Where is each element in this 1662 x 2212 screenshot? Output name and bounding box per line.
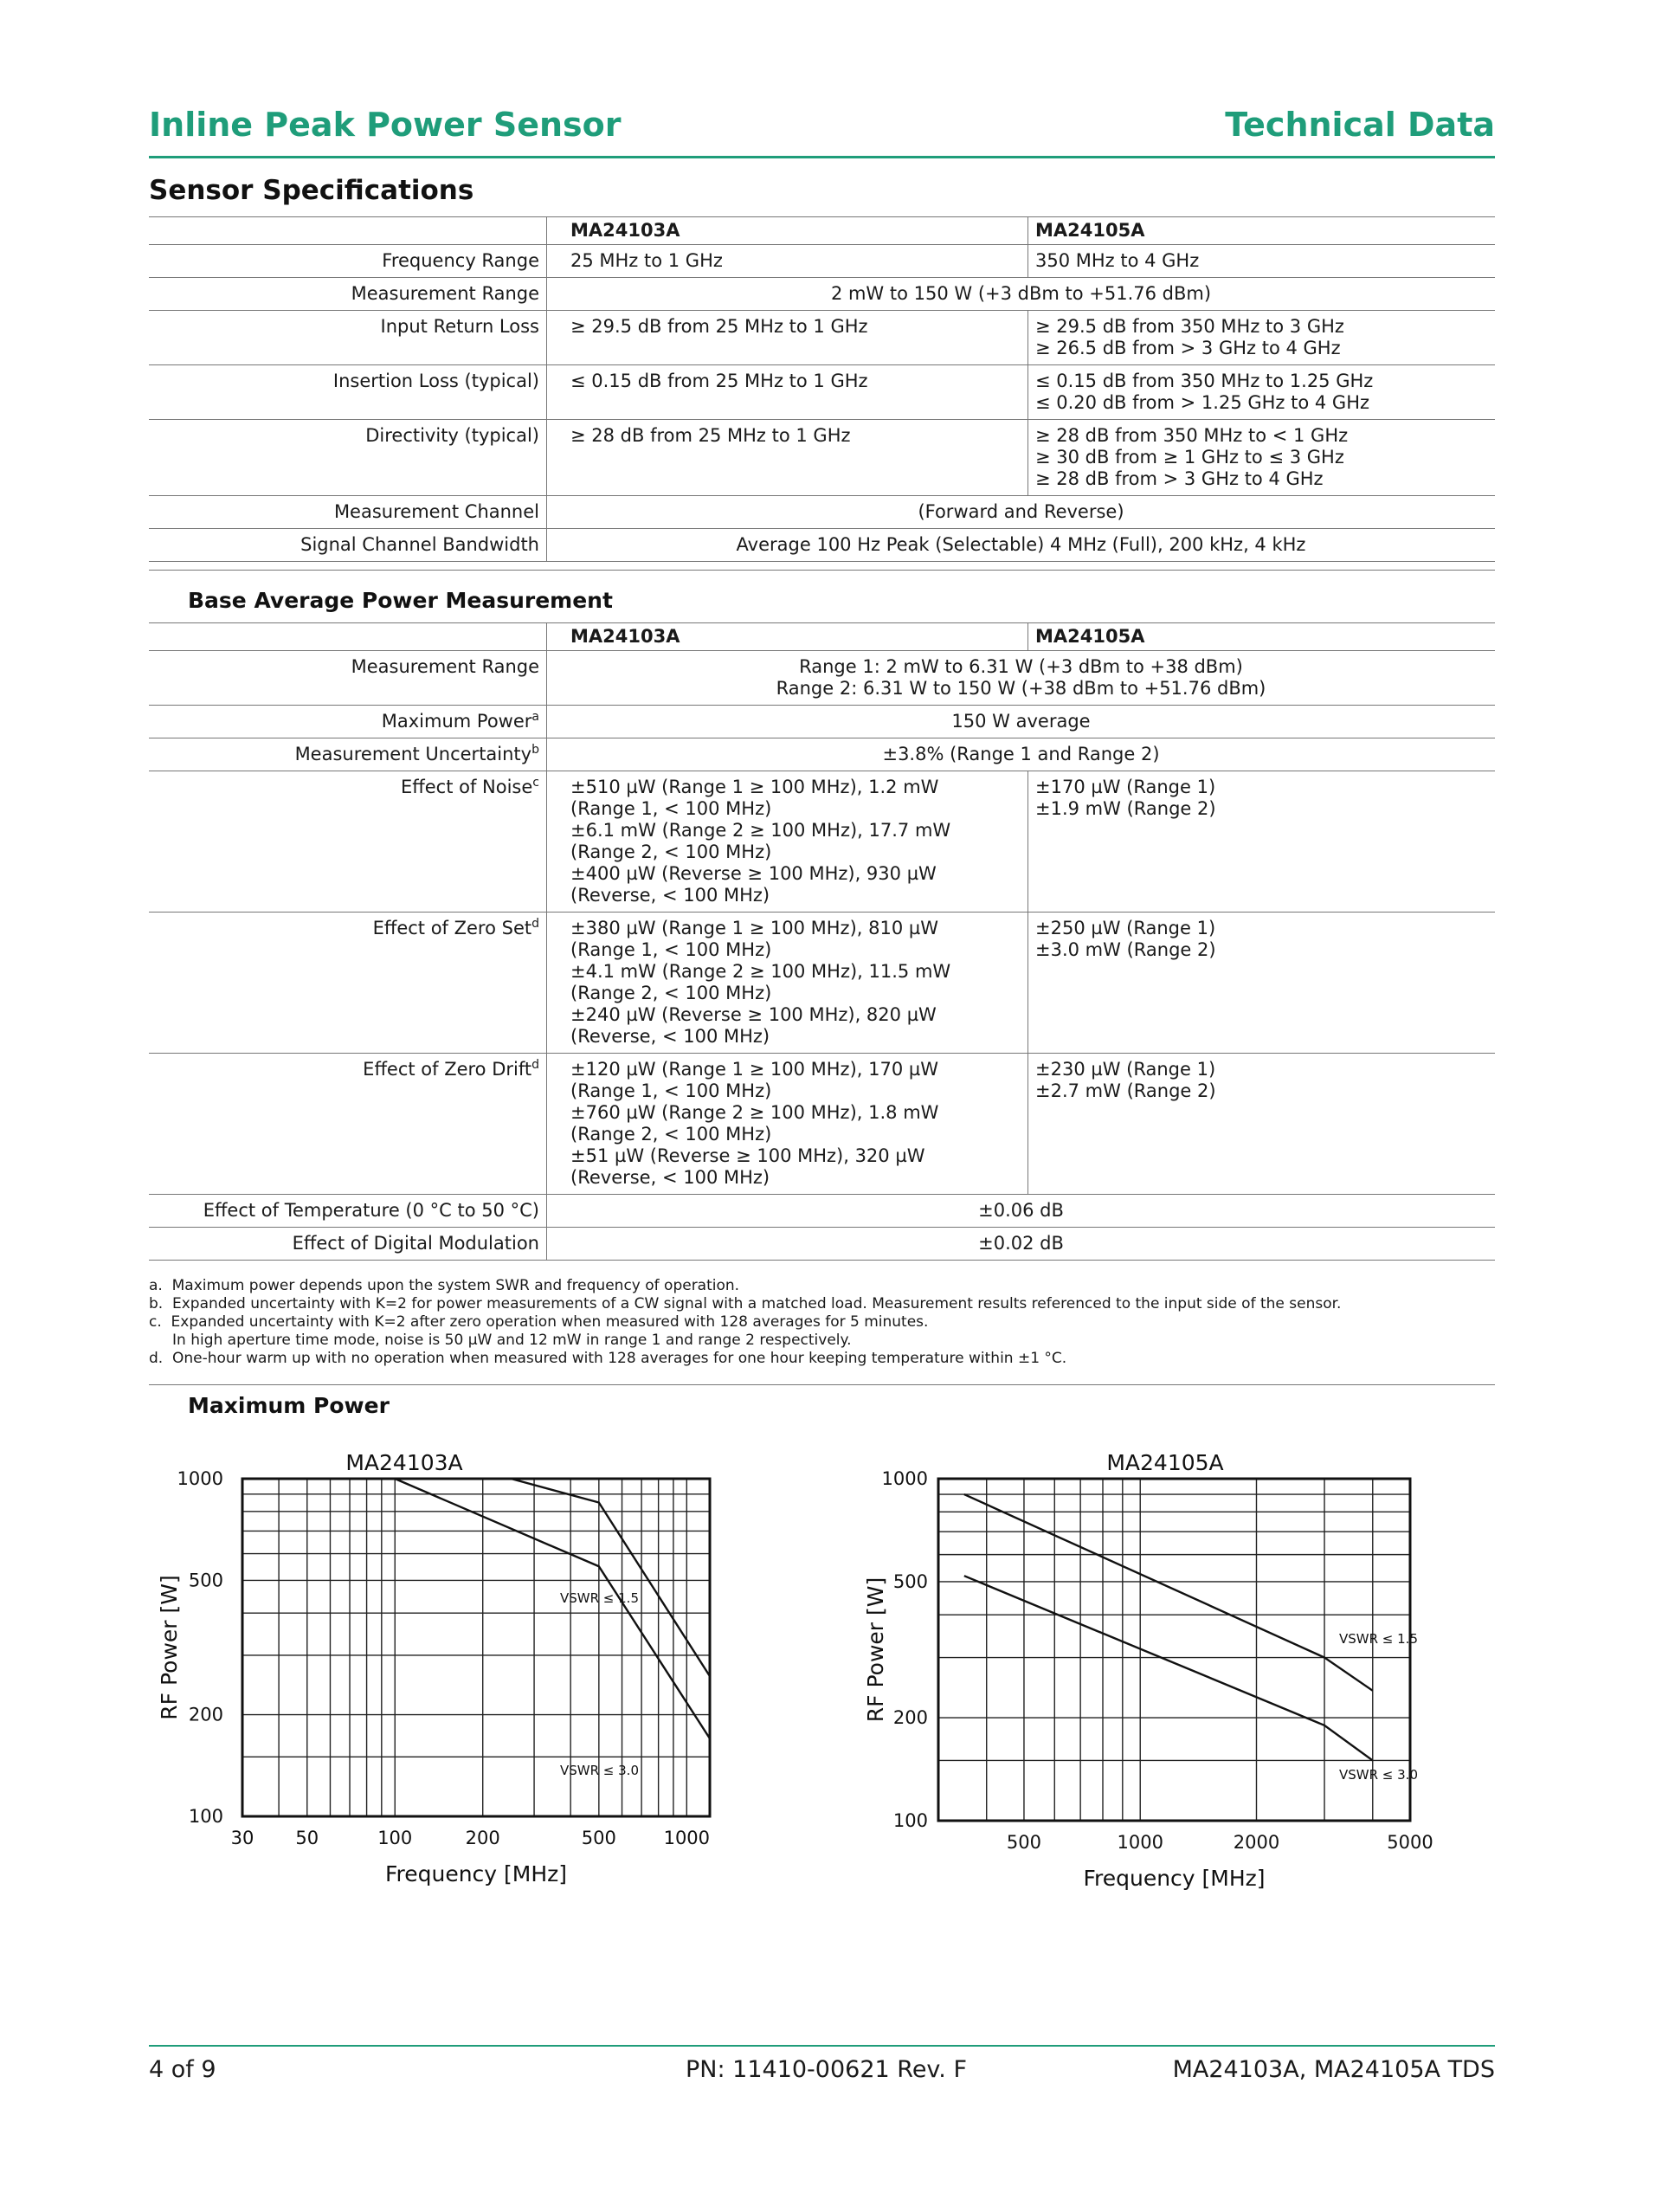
row-label: Measurement Range xyxy=(149,278,547,311)
row-label: Insertion Loss (typical) xyxy=(149,365,547,420)
row-value: ±0.02 dB xyxy=(547,1228,1496,1261)
table-row xyxy=(149,365,1495,420)
x-tick-label: 200 xyxy=(465,1828,500,1848)
x-tick-label: 50 xyxy=(295,1828,319,1848)
row-label: Measurement Range xyxy=(149,651,547,706)
footer-page-number: 4 of 9 xyxy=(149,2056,216,2083)
row-value: ±0.06 dB xyxy=(547,1195,1496,1228)
section-title-base-average: Base Average Power Measurement xyxy=(188,588,613,613)
x-tick-label: 1000 xyxy=(663,1828,711,1848)
series-line-vswr-1-5 xyxy=(511,1479,710,1676)
row-value-ma24103a: ±120 µW (Range 1 ≥ 100 MHz), 170 µW (Range 1, < 100 MHz) ±760 µW (Range 2 ≥ 100 MHz), 1.8 mW (Range 2, < 100 MHz) ±51 µW (Reverse ≥ 100 MHz), 320 µW (Reverse, < 100 MHz) xyxy=(547,1054,1028,1195)
row-value-ma24105a: ≤ 0.15 dB from 350 MHz to 1.25 GHz ≤ 0.20 dB from > 1.25 GHz to 4 GHz xyxy=(1028,365,1496,420)
y-axis-label: RF Power [W] xyxy=(157,1575,182,1720)
footnote-line: a. Maximum power depends upon the system SWR and frequency of operation. xyxy=(149,1277,740,1294)
row-value-ma24105a: ±170 µW (Range 1) ±1.9 mW (Range 2) xyxy=(1028,771,1496,913)
table-header-row xyxy=(149,623,1495,651)
footer-document-id: MA24103A, MA24105A TDS xyxy=(1172,2056,1495,2083)
x-tick-label: 500 xyxy=(1006,1832,1042,1853)
row-value: (Forward and Reverse) xyxy=(547,496,1496,529)
row-value: Average 100 Hz Peak (Selectable) 4 MHz (Full), 200 kHz, 4 kHz xyxy=(547,529,1496,562)
table-row xyxy=(149,651,1495,706)
y-tick-label: 200 xyxy=(892,1707,928,1729)
base-average-table xyxy=(149,622,1495,1261)
series-line-vswr-3-0 xyxy=(395,1479,710,1738)
series-label: VSWR ≤ 1.5 xyxy=(560,1590,639,1606)
table-row xyxy=(149,738,1495,771)
row-label: Maximum Power$^a$ xyxy=(149,706,547,738)
row-value-ma24103a: 25 MHz to 1 GHz xyxy=(547,245,1028,278)
footnote-ref: d xyxy=(531,917,539,931)
footnote-ref: b xyxy=(531,743,539,757)
footer-part-number: PN: 11410-00621 Rev. F xyxy=(686,2056,968,2083)
column-header-ma24103a: MA24103A xyxy=(547,623,1028,651)
x-tick-label: 5000 xyxy=(1387,1832,1433,1853)
series-label: VSWR ≤ 1.5 xyxy=(1339,1631,1418,1647)
row-value-ma24103a: ±510 µW (Range 1 ≥ 100 MHz), 1.2 mW (Range 1, < 100 MHz) ±6.1 mW (Range 2 ≥ 100 MHz), 17.7 mW (Range 2, < 100 MHz) ±400 µW (Reverse ≥ 100 MHz), 930 µW (Reverse, < 100 MHz) xyxy=(547,771,1028,913)
row-label: Directivity (typical) xyxy=(149,420,547,496)
row-value-ma24103a: ≥ 29.5 dB from 25 MHz to 1 GHz xyxy=(547,311,1028,365)
y-tick-label: 200 xyxy=(188,1704,223,1725)
row-label: Measurement Channel xyxy=(149,496,547,529)
row-value: 2 mW to 150 W (+3 dBm to +51.76 dBm) xyxy=(547,278,1496,311)
divider xyxy=(149,570,1495,571)
column-header-ma24103a: MA24103A xyxy=(547,217,1028,245)
footer-rule xyxy=(149,2045,1495,2047)
header-product-title: Inline Peak Power Sensor xyxy=(149,106,622,144)
series-line-vswr-3-0 xyxy=(964,1576,1373,1760)
table-row xyxy=(149,420,1495,496)
footnote-line: In high aperture time mode, noise is 50 µW and 12 mW in range 1 and range 2 respectively. xyxy=(149,1332,852,1349)
chart-ma24105a xyxy=(694,1435,1439,1894)
column-header-ma24105a: MA24105A xyxy=(1028,623,1496,651)
chart-ma24103a xyxy=(132,1435,738,1894)
y-tick-label: 100 xyxy=(892,1810,928,1831)
plot-frame xyxy=(242,1479,710,1816)
sensor-specs-table xyxy=(149,216,1495,562)
header-doc-type: Technical Data xyxy=(1225,106,1495,144)
row-value-ma24105a: 350 MHz to 4 GHz xyxy=(1028,245,1496,278)
series-label: VSWR ≤ 3.0 xyxy=(1339,1767,1418,1783)
section-title-sensor-specs: Sensor Specifications xyxy=(149,175,474,206)
table-row xyxy=(149,245,1495,278)
row-value: 150 W average xyxy=(547,706,1496,738)
chart-title: MA24103A xyxy=(345,1450,463,1475)
y-tick-label: 500 xyxy=(892,1570,928,1592)
row-value-ma24103a: ≥ 28 dB from 25 MHz to 1 GHz xyxy=(547,420,1028,496)
x-tick-label: 1000 xyxy=(1117,1832,1163,1853)
x-axis-label: Frequency [MHz] xyxy=(1083,1866,1266,1891)
row-label: Frequency Range xyxy=(149,245,547,278)
row-label: Effect of Zero Set$^d$ xyxy=(149,913,547,1054)
column-header-ma24105a: MA24105A xyxy=(1028,217,1496,245)
row-label: Measurement Uncertainty$^b$ xyxy=(149,738,547,771)
footnote-ref: c xyxy=(532,776,539,790)
table-header-row xyxy=(149,217,1495,245)
y-tick-label: 1000 xyxy=(177,1468,223,1489)
row-label: Effect of Digital Modulation xyxy=(149,1228,547,1261)
table-row xyxy=(149,278,1495,311)
footnote-line: d. One-hour warm up with no operation when measured with 128 averages for one hour keeping temperature within ±1 °C. xyxy=(149,1350,1067,1367)
x-tick-label: 100 xyxy=(377,1828,413,1848)
footnote-ref: d xyxy=(531,1058,539,1072)
table-row xyxy=(149,311,1495,365)
x-tick-label: 30 xyxy=(230,1828,254,1848)
chart-title: MA24105A xyxy=(1106,1450,1224,1475)
header-empty-cell xyxy=(149,217,547,245)
footnote-line: b. Expanded uncertainty with K=2 for power measurements of a CW signal with a matched load. Measurement results referenced to the input side of the sensor. xyxy=(149,1295,1342,1312)
footnote-ref: a xyxy=(531,710,539,724)
table-row xyxy=(149,1054,1495,1195)
y-axis-label: RF Power [W] xyxy=(863,1577,888,1723)
section-title-maximum-power: Maximum Power xyxy=(188,1393,390,1418)
y-tick-label: 100 xyxy=(188,1806,223,1827)
footnote-line: c. Expanded uncertainty with K=2 after zero operation when measured with 128 averages for 5 minutes. xyxy=(149,1313,929,1331)
divider xyxy=(149,1384,1495,1385)
x-tick-label: 2000 xyxy=(1233,1832,1280,1853)
row-label: Effect of Noise$^c$ xyxy=(149,771,547,913)
chart-grid xyxy=(242,1479,710,1816)
header-empty-cell xyxy=(149,623,547,651)
table-row xyxy=(149,496,1495,529)
row-value-ma24105a: ±230 µW (Range 1) ±2.7 mW (Range 2) xyxy=(1028,1054,1496,1195)
x-tick-label: 500 xyxy=(581,1828,616,1848)
row-label: Signal Channel Bandwidth xyxy=(149,529,547,562)
row-value: Range 1: 2 mW to 6.31 W (+3 dBm to +38 dBm) Range 2: 6.31 W to 150 W (+38 dBm to +51.76 dBm) xyxy=(547,651,1496,706)
row-label: Effect of Temperature (0 °C to 50 °C) xyxy=(149,1195,547,1228)
table-row xyxy=(149,706,1495,738)
page-header xyxy=(149,104,1495,158)
row-value-ma24103a: ±380 µW (Range 1 ≥ 100 MHz), 810 µW (Range 1, < 100 MHz) ±4.1 mW (Range 2 ≥ 100 MHz), 11.5 mW (Range 2, < 100 MHz) ±240 µW (Reverse ≥ 100 MHz), 820 µW (Reverse, < 100 MHz) xyxy=(547,913,1028,1054)
y-tick-label: 500 xyxy=(188,1570,223,1591)
table-row xyxy=(149,1195,1495,1228)
row-value: ±3.8% (Range 1 and Range 2) xyxy=(547,738,1496,771)
row-value-ma24105a: ±250 µW (Range 1) ±3.0 mW (Range 2) xyxy=(1028,913,1496,1054)
table-row xyxy=(149,771,1495,913)
y-tick-label: 1000 xyxy=(881,1468,928,1489)
row-label: Effect of Zero Drift$^d$ xyxy=(149,1054,547,1195)
table-row xyxy=(149,529,1495,562)
row-value-ma24105a: ≥ 28 dB from 350 MHz to < 1 GHz ≥ 30 dB from ≥ 1 GHz to ≤ 3 GHz ≥ 28 dB from > 3 GHz to 4 GHz xyxy=(1028,420,1496,496)
row-value-ma24105a: ≥ 29.5 dB from 350 MHz to 3 GHz ≥ 26.5 dB from > 3 GHz to 4 GHz xyxy=(1028,311,1496,365)
table-row xyxy=(149,913,1495,1054)
row-label: Input Return Loss xyxy=(149,311,547,365)
series-label: VSWR ≤ 3.0 xyxy=(560,1763,639,1778)
row-value-ma24103a: ≤ 0.15 dB from 25 MHz to 1 GHz xyxy=(547,365,1028,420)
x-axis-label: Frequency [MHz] xyxy=(384,1861,568,1886)
table-row xyxy=(149,1228,1495,1261)
